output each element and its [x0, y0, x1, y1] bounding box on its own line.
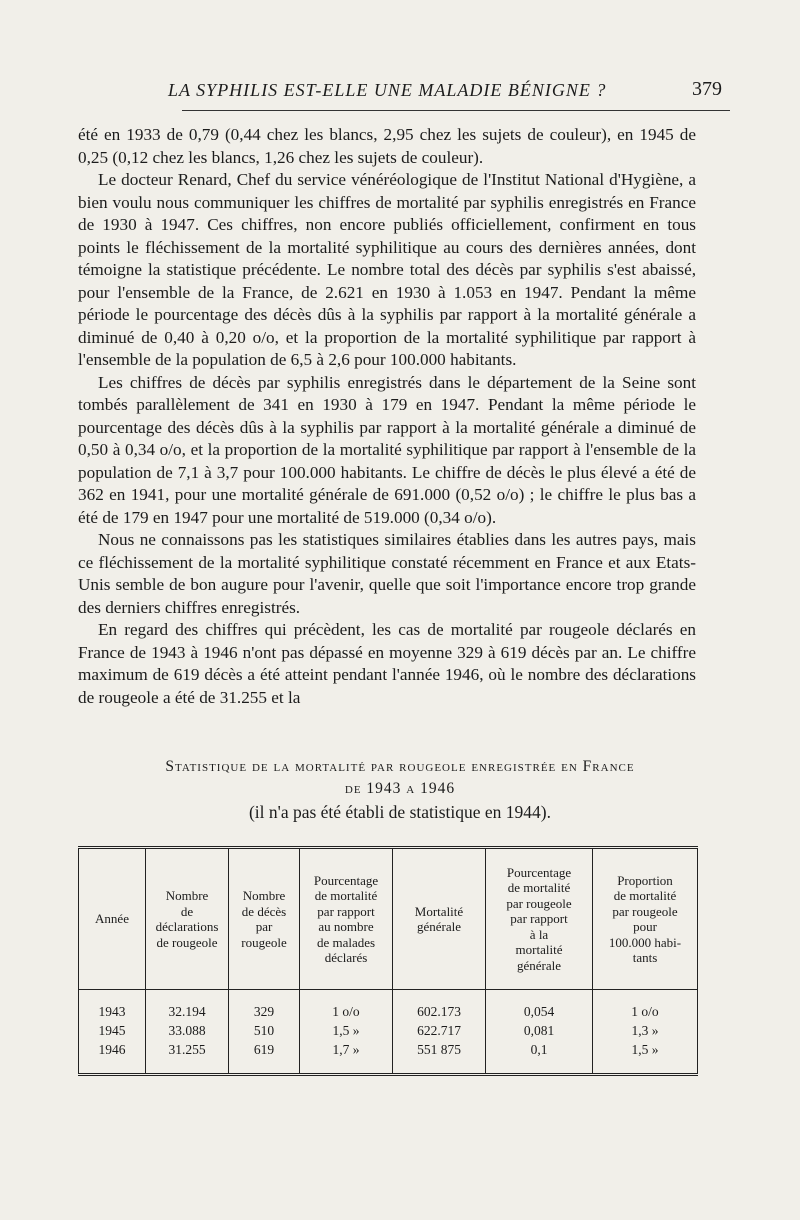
- column-header: Pourcentage de mortalité par rougeole par rapport à la mortalité générale: [486, 848, 593, 990]
- table-cell: 31.255: [146, 1040, 229, 1059]
- header-rule: [182, 110, 730, 111]
- column-header: Nombre de décès par rougeole: [229, 848, 300, 990]
- paragraph: Le docteur Renard, Chef du service vénéréologique de l'Institut National d'Hygiène, a bien voulu nous communiquer les chiffres de mortalité par syphilis enregistrés en France de 1930 à 1947. Ces chiffres, non encore publiés officiellement, confirment en tous points le fléchissement de la mortalité syphilitique au cours des dernières années, dont témoigne la statistique précédente. Le nombre total des décès par syphilis s'est abaissé, pour l'ensemble de la France, de 2.621 en 1930 à 1.053 en 1947. Pendant la même période le pourcentage des décès dûs à la syphilis par rapport à la mortalité générale a diminué de 0,40 à 0,20 o/o, et la proportion de la mortalité syphilitique par rapport à l'ensemble de la population de 6,5 à 2,6 pour 100.000 habitants.: [78, 170, 696, 369]
- table-spacer-row: [79, 1059, 698, 1075]
- column-header: Pourcentage de mortalité par rapport au nombre de malades déclarés: [300, 848, 393, 990]
- table-cell: 602.173: [393, 1002, 486, 1021]
- column-header: Proportion de mortalité par rougeole pour 100.000 habi- tants: [593, 848, 698, 990]
- page-header: [80, 76, 720, 104]
- table-cell: 0,1: [486, 1040, 593, 1059]
- table-cell: 329: [229, 1002, 300, 1021]
- table-row: [79, 1040, 698, 1059]
- table-title: [80, 756, 720, 800]
- table-cell: 1,5 »: [593, 1040, 698, 1059]
- column-header: Mortalité générale: [393, 848, 486, 990]
- table-cell: 1,5 »: [300, 1021, 393, 1040]
- table-row: [79, 1002, 698, 1021]
- table-title-line: de 1943 a 1946: [344, 780, 456, 797]
- table-subtitle: (il n'a pas été établi de statistique en 1944).: [248, 802, 552, 822]
- column-header: Année: [79, 848, 146, 990]
- table-cell: 1,3 »: [593, 1021, 698, 1040]
- table-cell: 1,7 »: [300, 1040, 393, 1059]
- table-cell: 1946: [79, 1040, 146, 1059]
- table-cell: 551 875: [393, 1040, 486, 1059]
- table-row: [79, 1021, 698, 1040]
- table-cell: 33.088: [146, 1021, 229, 1040]
- table-header-row: [79, 848, 698, 990]
- table-cell: 1945: [79, 1021, 146, 1040]
- statistics-table: [78, 846, 698, 1076]
- table-cell: 0,081: [486, 1021, 593, 1040]
- body-text: [78, 124, 696, 709]
- column-header: Nombre de déclarations de rougeole: [146, 848, 229, 990]
- table-cell: 622.717: [393, 1021, 486, 1040]
- table-cell: 1 o/o: [300, 1002, 393, 1021]
- table-cell: 32.194: [146, 1002, 229, 1021]
- paragraph: Nous ne connaissons pas les statistiques similaires établies dans les autres pays, mais ce fléchissement de la mortalité syphilitique constaté récemment en France et aux Etats-Unis semble de bon augure pour l'avenir, quelle que soit l'importance encore trop grande des derniers chiffres enregistrés.: [78, 530, 696, 617]
- table-title-line: Statistique de la mortalité par rougeole enregistrée en France: [165, 758, 635, 775]
- running-title: LA SYPHILIS EST-ELLE UNE MALADIE BÉNIGNE ?: [168, 80, 607, 100]
- paragraph: Les chiffres de décès par syphilis enregistrés dans le département de la Seine sont tombés parallèlement de 341 en 1930 à 179 en 1947. Pendant la même période le pourcentage des décès dûs à la syphilis par rapport à la mortalité générale a diminué de 0,50 à 0,34 o/o, et la proportion de la mortalité syphilitique par rapport à l'ensemble de la population de 7,1 à 3,7 pour 100.000 habitants. Le chiffre de décès le plus élevé a été de 362 en 1941, pour une mortalité générale de 691.000 (0,52 o/o) ; le chiffre le plus bas a été de 179 en 1947 pour une mortalité de 519.000 (0,34 o/o).: [78, 372, 696, 527]
- paragraph: En regard des chiffres qui précèdent, les cas de mortalité par rougeole déclarés en France de 1943 à 1946 n'ont pas dépassé en moyenne 329 à 619 décès par an. Le chiffre maximum de 619 décès a été atteint pendant l'année 1946, où le nombre des déclarations de rougeole a été de 31.255 et la: [78, 620, 696, 707]
- table-cell: 1 o/o: [593, 1002, 698, 1021]
- page-number: 379: [692, 78, 722, 100]
- table-cell: 0,054: [486, 1002, 593, 1021]
- table-cell: 1943: [79, 1002, 146, 1021]
- paragraph: été en 1933 de 0,79 (0,44 chez les blancs, 2,95 chez les sujets de couleur), en 1945 de 0,25 (0,12 chez les blancs, 1,26 chez les sujets de couleur).: [78, 125, 696, 167]
- table-spacer-row: [79, 990, 698, 1003]
- table-cell: 510: [229, 1021, 300, 1040]
- table-cell: 619: [229, 1040, 300, 1059]
